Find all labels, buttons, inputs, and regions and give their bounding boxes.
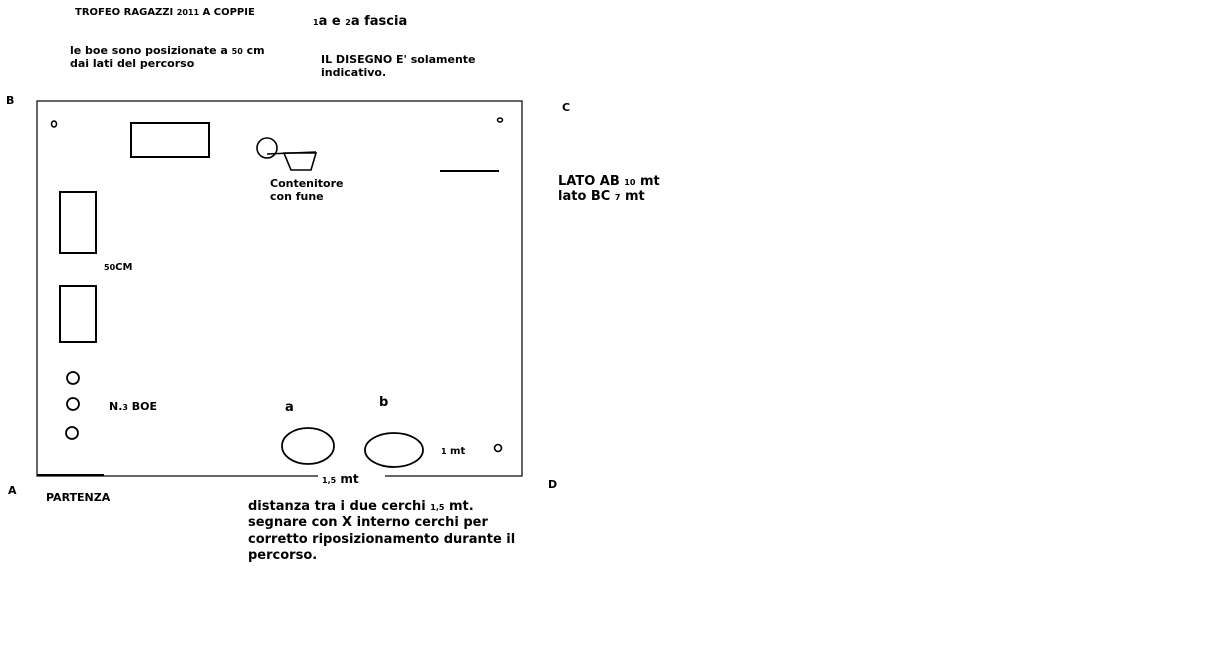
circle-b-label: b [379, 395, 389, 410]
corner-b: B [6, 94, 15, 107]
buoys-position-note: le boe sono posizionate a 50 cm dai lati del percorso [70, 44, 265, 70]
buoy-2 [67, 398, 79, 410]
buoy-marker-bottomright [495, 445, 502, 452]
circle-gap-label: 1,5 mt [322, 472, 359, 486]
corner-a: A [8, 484, 17, 497]
course-boundary [37, 101, 522, 476]
obstacle-left-1 [60, 192, 96, 253]
corner-d: D [548, 478, 558, 491]
buoy-marker-topleft [52, 121, 57, 127]
obstacle-left-2 [60, 286, 96, 342]
container-icon [284, 153, 316, 170]
buoy-marker-topright [498, 118, 503, 122]
corner-c: C [562, 101, 571, 114]
category-label: 1a e 2a fascia [313, 14, 408, 29]
page-title: TROFEO RAGAZZI 2011 A COPPIE [75, 7, 255, 18]
one-meter-label: 1 mt [441, 446, 466, 457]
drawing-note: IL DISEGNO E' solamente indicativo. [321, 53, 476, 79]
rope-circle [257, 138, 277, 158]
spacing-label: 50CM [104, 262, 133, 273]
circle-b [365, 433, 423, 467]
buoy-1 [67, 372, 79, 384]
buoy-3 [66, 427, 78, 439]
buoys-count-label: N.3 BOE [109, 400, 158, 413]
container-label: Contenitore con fune [270, 177, 344, 203]
circle-a-label: a [285, 400, 294, 415]
instructions: distanza tra i due cerchi 1,5 mt. segnare con X interno cerchi per corretto riposizionamento durante il percorso. [248, 499, 516, 563]
start-label: PARTENZA [46, 491, 111, 504]
side-dimensions: LATO AB 10 mt lato BC 7 mt [558, 174, 660, 204]
obstacle-top [131, 123, 209, 157]
circle-a [282, 428, 334, 464]
